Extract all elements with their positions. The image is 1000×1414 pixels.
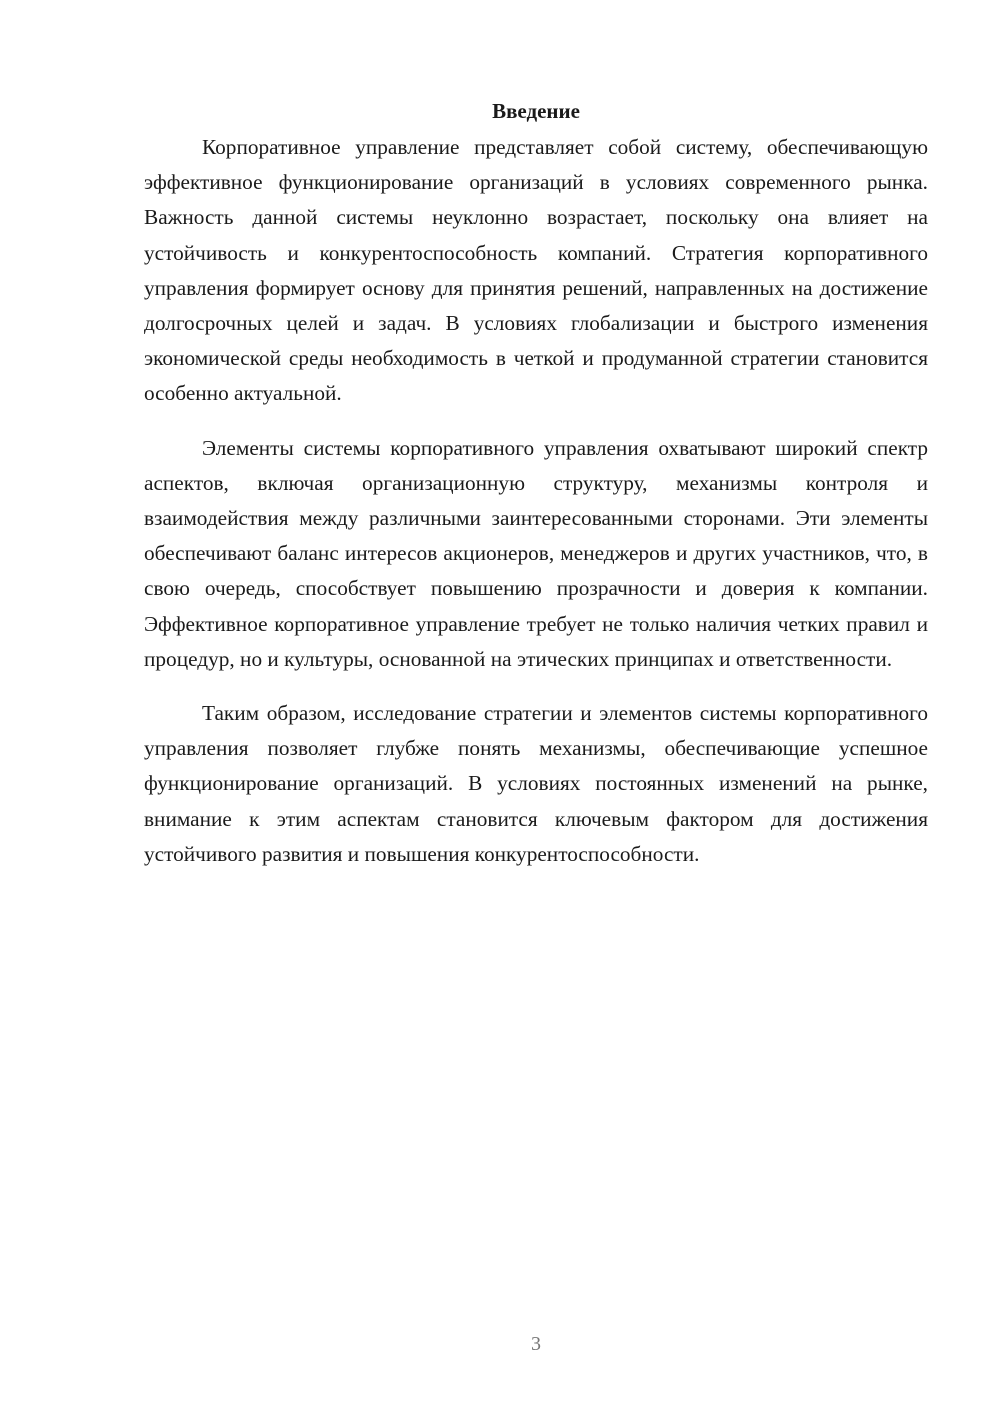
section-title: Введение [492,99,580,123]
page-number: 3 [531,1333,541,1355]
paragraph-2: Элементы системы корпоративного управления охватывают широкий спектр аспектов, включая организационную структуру, механизмы контроля и взаимодействия между различными заинтересованными сторонами. Эти элементы обеспечивают баланс интересов акционеров, менеджеров и других участников, что, в свою очередь, способствует повышению прозрачности и доверия к компании. Эффективное корпоративное управление требует не только наличия четких правил и процедур, но и культуры, основанной на этических принципах и ответственности. [144,435,928,671]
paragraph-1: Корпоративное управление представляет собой систему, обеспечивающую эффективное функционирование организаций в условиях современного рынка. Важность данной системы неуклонно возрастает, поскольку она влияет на устойчивость и конкурентоспособность компаний. Стратегия корпоративного управления формирует основу для принятия решений, направленных на достижение долгосрочных целей и задач. В условиях глобализации и быстрого изменения экономической среды необходимость в четкой и продуманной стратегии становится особенно актуальной. [144,135,928,406]
paragraph-3: Таким образом, исследование стратегии и элементов системы корпоративного управления позволяет глубже понять механизмы, обеспечивающие успешное функционирование организаций. В условиях постоянных изменений на рынке, внимание к этим аспектам становится ключевым фактором для достижения устойчивого развития и повышения конкурентоспособности. [144,701,928,866]
page-content [144,92,928,872]
